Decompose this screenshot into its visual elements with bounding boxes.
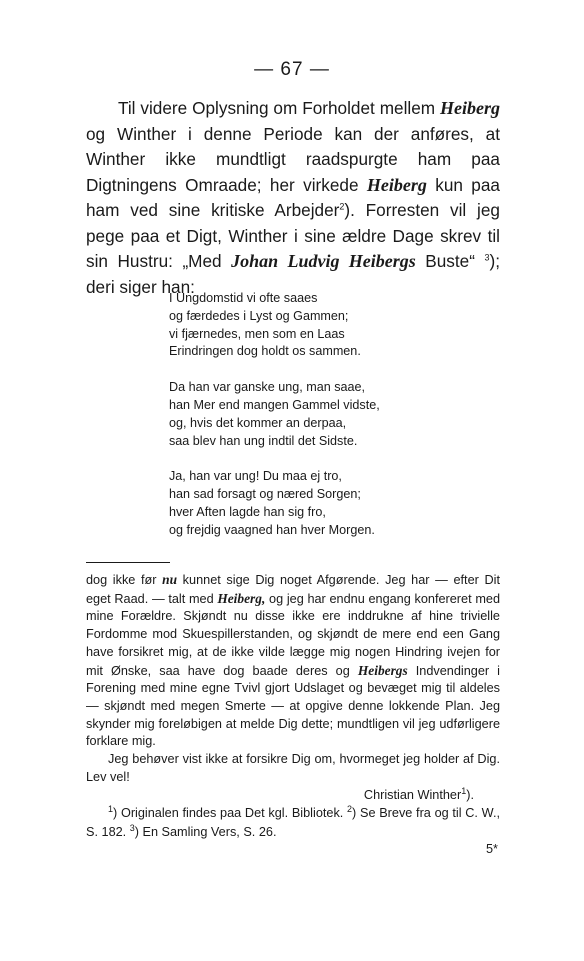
person-name: Heibergs bbox=[357, 662, 408, 678]
footnote-divider bbox=[86, 562, 170, 563]
emphasis-word: nu bbox=[162, 572, 178, 587]
letter-text bbox=[86, 571, 500, 805]
poem-line: og færdedes i Lyst og Gammen; bbox=[169, 308, 349, 323]
person-name: Heiberg bbox=[440, 98, 500, 118]
paragraph-text: ). Forresten vil jeg pege paa et Digt, Winther i sine ældre Dage skrev til sin Hustru: „Med bbox=[86, 200, 500, 271]
poem-line: I Ungdomstid vi ofte saaes bbox=[169, 291, 318, 305]
footnote-number: 3 bbox=[129, 822, 135, 833]
signature-name: Christian Winther bbox=[363, 788, 462, 803]
poem-line: Da han var ganske ung, man saae, bbox=[169, 380, 366, 395]
footnote-number: 1 bbox=[108, 803, 114, 814]
footnote-text: ) En Samling Vers, S. 26. bbox=[134, 824, 277, 839]
signature-end: ). bbox=[466, 788, 474, 803]
poem-line: Ja, han var ung! Du maa ej tro, bbox=[169, 469, 342, 484]
footnote-ref: 1 bbox=[461, 786, 467, 797]
poem-stanza bbox=[169, 468, 380, 539]
paragraph-text: og Winther i denne Periode kan der anføres, at Winther ikke mundtligt raadspurgte ham paa Digtningens Omraade; her virkede bbox=[86, 123, 500, 195]
poem-line: og, hvis det kommer an derpaa, bbox=[169, 415, 347, 430]
footnote-ref: 3 bbox=[484, 252, 490, 263]
poem-line: vi fjærnedes, men som en Laas bbox=[169, 326, 345, 341]
main-paragraph bbox=[86, 96, 500, 300]
letter-fragment: dog ikke før bbox=[86, 573, 163, 587]
letter-signature bbox=[86, 787, 500, 805]
poem-line: han Mer end mangen Gammel vidste, bbox=[169, 397, 380, 412]
poem-stanza bbox=[169, 379, 380, 450]
footnote-number: 2 bbox=[347, 803, 353, 814]
page-number: — 67 — bbox=[254, 59, 330, 80]
printer-signature-mark: 5* bbox=[486, 842, 498, 856]
poem-stanza bbox=[169, 290, 380, 361]
poem-line: saa blev han ung indtil det Sidste. bbox=[169, 433, 358, 448]
poem-line: og frejdig vaagned han hver Morgen. bbox=[169, 522, 375, 537]
poem-line: Erindringen dog holdt os sammen. bbox=[169, 344, 361, 359]
letter-fragment: Indvendinger i Forening med mine egne Tvivl gjort Udslaget og bevæget mig til aldeles — skjøndt med megen Smerte — at opgive denne lokkende Plan. Jeg skynder mig foreløbigen at melde Dig dette; mundtligen vil jeg udførligere forklare mig. bbox=[86, 663, 501, 749]
footnote-text: ) Originalen findes paa Det kgl. Bibliotek. bbox=[113, 806, 348, 820]
footnote-ref: 2 bbox=[339, 201, 345, 212]
paragraph-text: Buste“ bbox=[415, 251, 485, 271]
letter-fragment: kunnet sige Dig noget Afgørende. Jeg har — efter Dit eget Raad. — talt med bbox=[86, 573, 500, 606]
poem-line: hver Aften lagde han sig fro, bbox=[169, 504, 326, 519]
letter-fragment: og jeg har endnu engang konfereret med mine Forældre. Skjøndt nu disse ikke ere inddrukne af hine trivielle Fordomme mod Skuespillerstanden, og skjøndt de mere end een Gang have forsikret mig, at de ikke vilde lægge mig nogen Hindring ivejen for mit Ønske, saa have dog baade deres og bbox=[86, 591, 500, 678]
footnotes bbox=[86, 804, 500, 842]
person-name: Johan Ludvig Heibergs bbox=[231, 251, 416, 271]
person-name: Heiberg, bbox=[217, 590, 266, 606]
letter-closing: Jeg behøver vist ikke at forsikre Dig om, hvormeget jeg holder af Dig. Lev vel! bbox=[86, 752, 500, 784]
paragraph-text: ); deri siger han: bbox=[86, 251, 500, 297]
poem bbox=[169, 290, 380, 558]
footnote-text: ) Se Breve fra og til C. W., S. 182. bbox=[86, 806, 500, 839]
poem-line: han sad forsagt og næred Sorgen; bbox=[169, 487, 361, 502]
person-name: Heiberg bbox=[366, 174, 427, 195]
paragraph-text: kun paa ham ved sine kritiske Arbejder bbox=[86, 174, 500, 220]
paragraph-text: Til videre Oplysning om Forholdet mellem bbox=[118, 98, 440, 118]
